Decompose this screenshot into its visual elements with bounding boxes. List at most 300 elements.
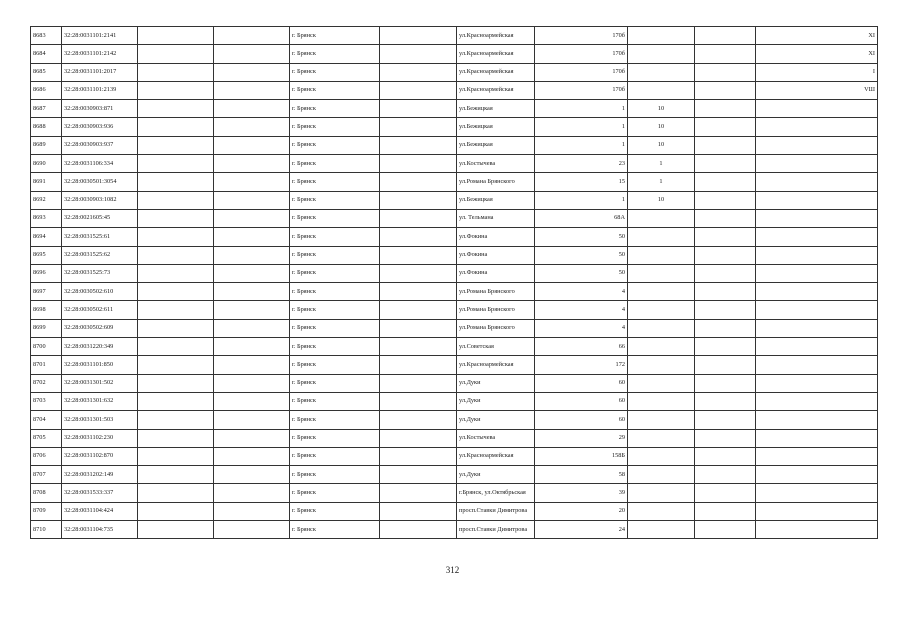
city-cell: г. Брянск [290, 246, 380, 264]
empty-cell [214, 356, 290, 374]
empty-cell [380, 411, 457, 429]
house-cell: 1 [535, 118, 628, 136]
apartment-cell [628, 63, 695, 81]
empty-cell [380, 155, 457, 173]
table-row [31, 466, 878, 484]
room-cell [756, 209, 878, 227]
apartment-cell [628, 228, 695, 246]
house-cell: 172 [535, 356, 628, 374]
empty-cell [138, 63, 214, 81]
street-cell: ул.Красноармейская [457, 27, 535, 45]
room-cell [756, 100, 878, 118]
empty-cell [138, 136, 214, 154]
empty-cell [214, 319, 290, 337]
table-row [31, 502, 878, 520]
city-cell: г. Брянск [290, 100, 380, 118]
house-cell: 170б [535, 63, 628, 81]
city-cell: г. Брянск [290, 466, 380, 484]
empty-cell [695, 173, 756, 191]
cadastral-number-cell: 32:28:0031101:2017 [62, 63, 138, 81]
empty-cell [695, 338, 756, 356]
empty-cell [138, 502, 214, 520]
table-row [31, 27, 878, 45]
empty-cell [380, 319, 457, 337]
cadastral-number-cell: 32:28:0031101:850 [62, 356, 138, 374]
table-row [31, 301, 878, 319]
record-number-cell: 8706 [31, 447, 62, 465]
apartment-cell [628, 392, 695, 410]
empty-cell [380, 27, 457, 45]
record-number-cell: 8689 [31, 136, 62, 154]
empty-cell [214, 63, 290, 81]
apartment-cell [628, 246, 695, 264]
street-cell: ул.Бежицкая [457, 118, 535, 136]
room-cell [756, 484, 878, 502]
empty-cell [695, 228, 756, 246]
cadastral-number-cell: 32:28:0031525:73 [62, 264, 138, 282]
house-cell: 158Б [535, 447, 628, 465]
empty-cell [214, 81, 290, 99]
record-number-cell: 8691 [31, 173, 62, 191]
cadastral-number-cell: 32:28:0031301:502 [62, 374, 138, 392]
record-number-cell: 8710 [31, 521, 62, 539]
room-cell [756, 466, 878, 484]
record-number-cell: 8701 [31, 356, 62, 374]
room-cell: VШ [756, 81, 878, 99]
empty-cell [695, 301, 756, 319]
record-number-cell: 8693 [31, 209, 62, 227]
room-cell [756, 228, 878, 246]
empty-cell [695, 466, 756, 484]
city-cell: г. Брянск [290, 392, 380, 410]
house-cell: 58 [535, 466, 628, 484]
apartment-cell: 1 [628, 155, 695, 173]
city-cell: г. Брянск [290, 264, 380, 282]
city-cell: г. Брянск [290, 502, 380, 520]
apartment-cell [628, 319, 695, 337]
street-cell: ул.Красноармейская [457, 63, 535, 81]
empty-cell [138, 356, 214, 374]
apartment-cell: 10 [628, 100, 695, 118]
cadastral-number-cell: 32:28:0031202:149 [62, 466, 138, 484]
street-cell: ул.Фокина [457, 264, 535, 282]
empty-cell [380, 466, 457, 484]
house-cell: 170б [535, 81, 628, 99]
empty-cell [380, 429, 457, 447]
record-number-cell: 8698 [31, 301, 62, 319]
record-number-cell: 8687 [31, 100, 62, 118]
room-cell [756, 319, 878, 337]
table-row [31, 447, 878, 465]
cadastral-number-cell: 32:28:0030501:3054 [62, 173, 138, 191]
cadastral-number-cell: 32:28:0030502:610 [62, 283, 138, 301]
cadastral-number-cell: 32:28:0031101:2139 [62, 81, 138, 99]
record-number-cell: 8692 [31, 191, 62, 209]
room-cell [756, 374, 878, 392]
street-cell: ул.Красноармейская [457, 81, 535, 99]
record-number-cell: 8685 [31, 63, 62, 81]
table-row [31, 155, 878, 173]
cadastral-number-cell: 32:28:0031301:503 [62, 411, 138, 429]
empty-cell [214, 136, 290, 154]
empty-cell [695, 100, 756, 118]
apartment-cell [628, 81, 695, 99]
room-cell [756, 356, 878, 374]
empty-cell [380, 447, 457, 465]
apartment-cell [628, 429, 695, 447]
empty-cell [380, 338, 457, 356]
room-cell [756, 429, 878, 447]
house-cell: 68А [535, 209, 628, 227]
city-cell: г. Брянск [290, 484, 380, 502]
empty-cell [138, 429, 214, 447]
street-cell: ул.Романа Брянского [457, 319, 535, 337]
room-cell [756, 392, 878, 410]
city-cell: г. Брянск [290, 173, 380, 191]
street-cell: ул.Костычева [457, 429, 535, 447]
street-cell: ул.Бежицкая [457, 100, 535, 118]
empty-cell [695, 392, 756, 410]
empty-cell [380, 173, 457, 191]
street-cell: ул.Фокина [457, 228, 535, 246]
house-cell: 170б [535, 27, 628, 45]
apartment-cell [628, 45, 695, 63]
empty-cell [380, 264, 457, 282]
cadastral-number-cell: 32:28:0031101:2141 [62, 27, 138, 45]
empty-cell [380, 502, 457, 520]
house-cell: 60 [535, 392, 628, 410]
table-row [31, 118, 878, 136]
apartment-cell [628, 484, 695, 502]
empty-cell [380, 100, 457, 118]
record-number-cell: 8708 [31, 484, 62, 502]
empty-cell [138, 283, 214, 301]
table-row [31, 45, 878, 63]
table-row [31, 392, 878, 410]
empty-cell [380, 246, 457, 264]
city-cell: г. Брянск [290, 521, 380, 539]
street-cell: ул.Дуки [457, 374, 535, 392]
table-row [31, 319, 878, 337]
table-row [31, 338, 878, 356]
page-number: 312 [445, 565, 460, 575]
cadastral-number-cell: 32:28:0030903:1082 [62, 191, 138, 209]
empty-cell [695, 283, 756, 301]
empty-cell [695, 502, 756, 520]
empty-cell [380, 356, 457, 374]
house-cell: 50 [535, 264, 628, 282]
table-row [31, 356, 878, 374]
empty-cell [214, 283, 290, 301]
apartment-cell [628, 521, 695, 539]
city-cell: г. Брянск [290, 45, 380, 63]
empty-cell [695, 521, 756, 539]
street-cell: ул.Дуки [457, 466, 535, 484]
empty-cell [695, 118, 756, 136]
cadastral-number-cell: 32:28:0030502:611 [62, 301, 138, 319]
cadastral-number-cell: 32:28:0030502:609 [62, 319, 138, 337]
room-cell [756, 301, 878, 319]
table-row [31, 81, 878, 99]
empty-cell [214, 447, 290, 465]
empty-cell [214, 27, 290, 45]
empty-cell [138, 301, 214, 319]
empty-cell [380, 45, 457, 63]
empty-cell [214, 191, 290, 209]
empty-cell [380, 301, 457, 319]
cadastral-number-cell: 32:28:0031220:349 [62, 338, 138, 356]
empty-cell [138, 338, 214, 356]
cadastral-number-cell: 32:28:0031104:735 [62, 521, 138, 539]
house-cell: 4 [535, 283, 628, 301]
cadastral-number-cell: 32:28:0030903:937 [62, 136, 138, 154]
table-row [31, 228, 878, 246]
table-row [31, 411, 878, 429]
apartment-cell: 10 [628, 191, 695, 209]
cadastral-number-cell: 32:28:0031101:2142 [62, 45, 138, 63]
empty-cell [138, 45, 214, 63]
empty-cell [695, 374, 756, 392]
empty-cell [214, 45, 290, 63]
apartment-cell: 10 [628, 136, 695, 154]
empty-cell [695, 429, 756, 447]
house-cell: 39 [535, 484, 628, 502]
street-cell: ул.Дуки [457, 392, 535, 410]
empty-cell [138, 27, 214, 45]
empty-cell [138, 246, 214, 264]
empty-cell [214, 411, 290, 429]
empty-cell [138, 319, 214, 337]
empty-cell [695, 191, 756, 209]
room-cell: XI [756, 27, 878, 45]
house-cell: 66 [535, 338, 628, 356]
empty-cell [138, 264, 214, 282]
empty-cell [214, 301, 290, 319]
city-cell: г. Брянск [290, 411, 380, 429]
street-cell: ул.Костычева [457, 155, 535, 173]
empty-cell [695, 411, 756, 429]
city-cell: г. Брянск [290, 338, 380, 356]
city-cell: г. Брянск [290, 191, 380, 209]
empty-cell [214, 118, 290, 136]
house-cell: 1 [535, 191, 628, 209]
table-row [31, 484, 878, 502]
empty-cell [380, 521, 457, 539]
empty-cell [138, 173, 214, 191]
empty-cell [138, 191, 214, 209]
empty-cell [695, 246, 756, 264]
empty-cell [695, 447, 756, 465]
street-cell: ул.Фокина [457, 246, 535, 264]
empty-cell [695, 63, 756, 81]
empty-cell [380, 228, 457, 246]
cadastral-number-cell: 32:28:0031525:62 [62, 246, 138, 264]
empty-cell [380, 392, 457, 410]
apartment-cell [628, 356, 695, 374]
city-cell: г. Брянск [290, 374, 380, 392]
city-cell: г. Брянск [290, 155, 380, 173]
room-cell [756, 191, 878, 209]
cadastral-number-cell: 32:28:0031104:424 [62, 502, 138, 520]
record-number-cell: 8688 [31, 118, 62, 136]
room-cell: I [756, 63, 878, 81]
empty-cell [138, 466, 214, 484]
city-cell: г. Брянск [290, 283, 380, 301]
room-cell: XI [756, 45, 878, 63]
empty-cell [138, 155, 214, 173]
empty-cell [695, 264, 756, 282]
empty-cell [380, 136, 457, 154]
record-number-cell: 8694 [31, 228, 62, 246]
apartment-cell [628, 301, 695, 319]
empty-cell [138, 100, 214, 118]
city-cell: г. Брянск [290, 319, 380, 337]
house-cell: 60 [535, 374, 628, 392]
table-row [31, 136, 878, 154]
empty-cell [138, 374, 214, 392]
city-cell: г. Брянск [290, 63, 380, 81]
house-cell: 1 [535, 136, 628, 154]
room-cell [756, 136, 878, 154]
empty-cell [138, 228, 214, 246]
empty-cell [214, 228, 290, 246]
street-cell: ул.Романа Брянского [457, 283, 535, 301]
street-cell: ул.Романа Брянского [457, 173, 535, 191]
empty-cell [214, 264, 290, 282]
street-cell: ул.Красноармейская [457, 45, 535, 63]
record-number-cell: 8686 [31, 81, 62, 99]
record-number-cell: 8697 [31, 283, 62, 301]
city-cell: г. Брянск [290, 118, 380, 136]
room-cell [756, 502, 878, 520]
street-cell: ул.Бежицкая [457, 191, 535, 209]
empty-cell [214, 521, 290, 539]
city-cell: г. Брянск [290, 81, 380, 99]
empty-cell [214, 466, 290, 484]
empty-cell [380, 118, 457, 136]
record-number-cell: 8695 [31, 246, 62, 264]
house-cell: 20 [535, 502, 628, 520]
room-cell [756, 521, 878, 539]
empty-cell [380, 374, 457, 392]
record-number-cell: 8709 [31, 502, 62, 520]
table-row [31, 63, 878, 81]
table-row [31, 283, 878, 301]
empty-cell [214, 173, 290, 191]
room-cell [756, 155, 878, 173]
registry-table [30, 26, 878, 539]
room-cell [756, 173, 878, 191]
empty-cell [138, 118, 214, 136]
record-number-cell: 8704 [31, 411, 62, 429]
street-cell: ул. Тельмана [457, 209, 535, 227]
empty-cell [138, 521, 214, 539]
empty-cell [380, 63, 457, 81]
empty-cell [695, 356, 756, 374]
street-cell: ул.Красноармейская [457, 356, 535, 374]
apartment-cell [628, 27, 695, 45]
empty-cell [695, 484, 756, 502]
empty-cell [214, 502, 290, 520]
empty-cell [214, 246, 290, 264]
empty-cell [138, 411, 214, 429]
house-cell: 23 [535, 155, 628, 173]
empty-cell [138, 81, 214, 99]
apartment-cell [628, 411, 695, 429]
record-number-cell: 8683 [31, 27, 62, 45]
empty-cell [380, 191, 457, 209]
apartment-cell [628, 283, 695, 301]
empty-cell [695, 81, 756, 99]
empty-cell [695, 155, 756, 173]
room-cell [756, 447, 878, 465]
apartment-cell [628, 466, 695, 484]
empty-cell [138, 447, 214, 465]
table-row [31, 100, 878, 118]
street-cell: ул.Бежицкая [457, 136, 535, 154]
record-number-cell: 8696 [31, 264, 62, 282]
apartment-cell [628, 374, 695, 392]
record-number-cell: 8700 [31, 338, 62, 356]
empty-cell [214, 429, 290, 447]
empty-cell [138, 484, 214, 502]
room-cell [756, 283, 878, 301]
house-cell: 24 [535, 521, 628, 539]
cadastral-number-cell: 32:28:0031102:230 [62, 429, 138, 447]
house-cell: 4 [535, 319, 628, 337]
empty-cell [214, 392, 290, 410]
cadastral-number-cell: 32:28:0030903:871 [62, 100, 138, 118]
house-cell: 1 [535, 100, 628, 118]
table-row [31, 246, 878, 264]
empty-cell [214, 484, 290, 502]
street-cell: г.Брянск, ул.Октябрьская [457, 484, 535, 502]
table-row [31, 374, 878, 392]
street-cell: ул.Советская [457, 338, 535, 356]
empty-cell [695, 209, 756, 227]
empty-cell [214, 374, 290, 392]
apartment-cell: 10 [628, 118, 695, 136]
apartment-cell [628, 502, 695, 520]
record-number-cell: 8699 [31, 319, 62, 337]
empty-cell [214, 338, 290, 356]
empty-cell [695, 319, 756, 337]
street-cell: ул.Романа Брянского [457, 301, 535, 319]
street-cell: ул.Дуки [457, 411, 535, 429]
record-number-cell: 8702 [31, 374, 62, 392]
cadastral-number-cell: 32:28:0031301:632 [62, 392, 138, 410]
cadastral-number-cell: 32:28:0021605:45 [62, 209, 138, 227]
empty-cell [214, 209, 290, 227]
city-cell: г. Брянск [290, 447, 380, 465]
empty-cell [138, 209, 214, 227]
city-cell: г. Брянск [290, 228, 380, 246]
cadastral-number-cell: 32:28:0030903:936 [62, 118, 138, 136]
house-cell: 60 [535, 411, 628, 429]
empty-cell [695, 136, 756, 154]
empty-cell [380, 283, 457, 301]
apartment-cell [628, 447, 695, 465]
table-row [31, 429, 878, 447]
cadastral-number-cell: 32:28:0031106:334 [62, 155, 138, 173]
empty-cell [214, 100, 290, 118]
empty-cell [380, 209, 457, 227]
empty-cell [380, 484, 457, 502]
apartment-cell [628, 209, 695, 227]
cadastral-number-cell: 32:28:0031102:870 [62, 447, 138, 465]
city-cell: г. Брянск [290, 429, 380, 447]
record-number-cell: 8703 [31, 392, 62, 410]
